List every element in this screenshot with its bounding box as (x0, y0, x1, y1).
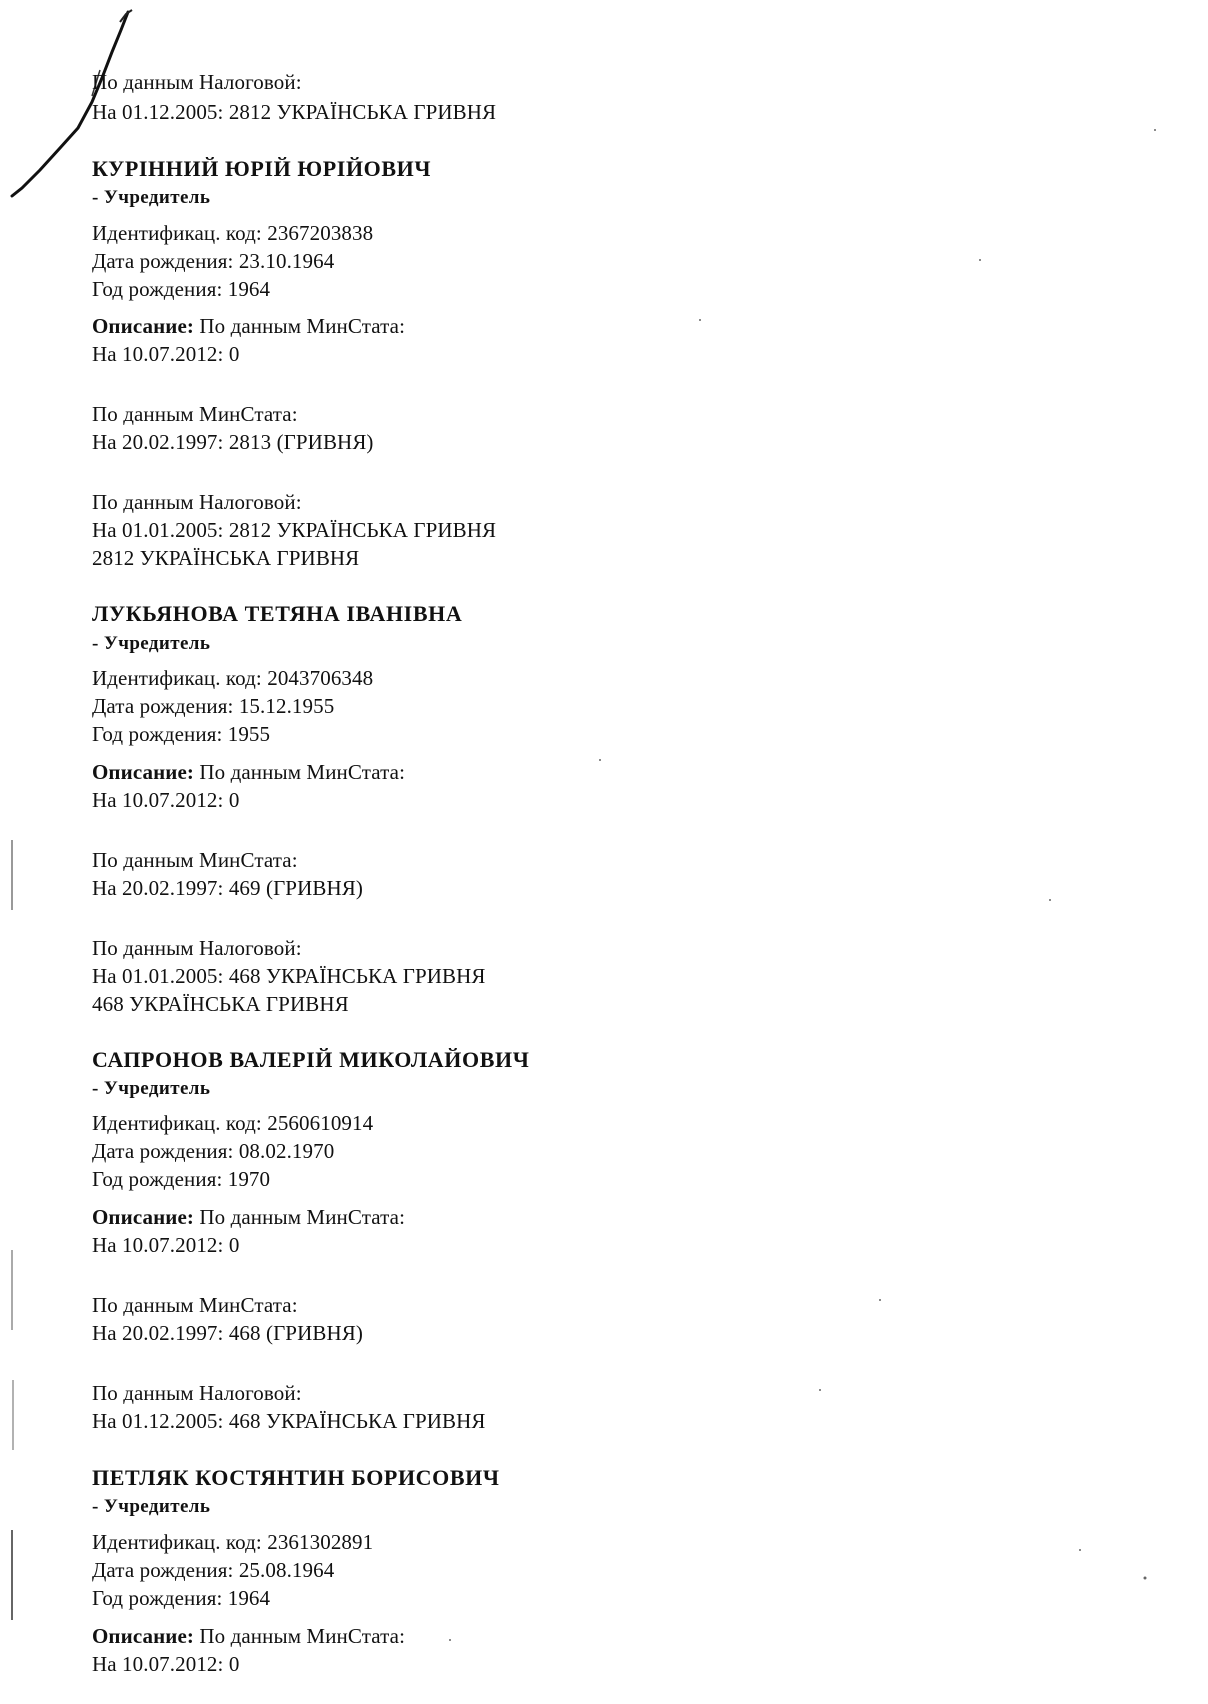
tax-extra-value: 2812 УКРАЇНСЬКА ГРИВНЯ (92, 546, 360, 570)
tax-extra-value: 468 УКРАЇНСЬКА ГРИВНЯ (92, 992, 349, 1016)
founder-role: - Учредитель (92, 187, 211, 208)
founder-description (92, 1624, 405, 1648)
minstat-source-label: По данным МинСтата: (92, 1293, 298, 1317)
founder-name: САПРОНОВ ВАЛЕРІЙ МИКОЛАЙОВИЧ (92, 1047, 530, 1072)
description-label: Описание: (92, 760, 195, 784)
minstat-2012-value: На 10.07.2012: 0 (92, 1233, 240, 1257)
founder-birth-date: Дата рождения: 08.02.1970 (92, 1139, 335, 1163)
tax-2005-value: На 01.12.2005: 468 УКРАЇНСЬКА ГРИВНЯ (92, 1409, 486, 1433)
founder-role: - Учредитель (92, 1078, 211, 1099)
founder-description (92, 760, 405, 784)
founder-role: - Учредитель (92, 1496, 211, 1517)
founder-birth-year: Год рождения: 1964 (92, 277, 271, 301)
founder-description (92, 1205, 405, 1229)
tax-source-label: По данным Налоговой: (92, 936, 302, 960)
founder-birth-year: Год рождения: 1964 (92, 1586, 271, 1610)
founder-birth-year: Год рождения: 1970 (92, 1167, 271, 1191)
founder-birth-date: Дата рождения: 23.10.1964 (92, 249, 335, 273)
description-text: По данным МинСтата: (194, 1205, 406, 1229)
founder-role: - Учредитель (92, 633, 211, 654)
description-label: Описание: (92, 1624, 195, 1648)
minstat-source-label: По данным МинСтата: (92, 848, 298, 872)
description-label: Описание: (92, 314, 195, 338)
minstat-1997-value: На 20.02.1997: 2813 (ГРИВНЯ) (92, 430, 374, 454)
founder-birth-date: Дата рождения: 15.12.1955 (92, 694, 335, 718)
description-text: По данным МинСтата: (194, 760, 406, 784)
minstat-2012-value: На 10.07.2012: 0 (92, 342, 240, 366)
tax-2005-value: На 01.01.2005: 2812 УКРАЇНСЬКА ГРИВНЯ (92, 518, 497, 542)
founder-id-code: Идентификац. код: 2560610914 (92, 1111, 374, 1135)
description-text: По данным МинСтата: (194, 1624, 406, 1648)
founder-birth-year: Год рождения: 1955 (92, 722, 271, 746)
tax-source-label: По данным Налоговой: (92, 490, 302, 514)
minstat-2012-value: На 10.07.2012: 0 (92, 788, 240, 812)
founder-id-code: Идентификац. код: 2361302891 (92, 1530, 374, 1554)
minstat-1997-value: На 20.02.1997: 469 (ГРИВНЯ) (92, 876, 363, 900)
founder-name: ПЕТЛЯК КОСТЯНТИН БОРИСОВИЧ (92, 1465, 500, 1490)
tax-source-label: По данным Налоговой: (92, 70, 302, 94)
minstat-source-label: По данным МинСтата: (92, 402, 298, 426)
founder-name: ЛУКЬЯНОВА ТЕТЯНА ІВАНІВНА (92, 601, 463, 626)
founder-name: КУРІННИЙ ЮРІЙ ЮРІЙОВИЧ (92, 156, 432, 181)
founder-birth-date: Дата рождения: 25.08.1964 (92, 1558, 335, 1582)
description-label: Описание: (92, 1205, 195, 1229)
minstat-1997-value: На 20.02.1997: 468 (ГРИВНЯ) (92, 1321, 363, 1345)
description-text: По данным МинСтата: (194, 314, 406, 338)
tax-2005-value: На 01.01.2005: 468 УКРАЇНСЬКА ГРИВНЯ (92, 964, 486, 988)
founder-id-code: Идентификац. код: 2043706348 (92, 666, 374, 690)
minstat-2012-value: На 10.07.2012: 0 (92, 1652, 240, 1676)
tax-value-text: На 01.12.2005: 2812 УКРАЇНСЬКА ГРИВНЯ (92, 100, 497, 124)
tax-source-label: По данным Налоговой: (92, 1381, 302, 1405)
founder-id-code: Идентификац. код: 2367203838 (92, 221, 374, 245)
founder-description (92, 314, 405, 338)
